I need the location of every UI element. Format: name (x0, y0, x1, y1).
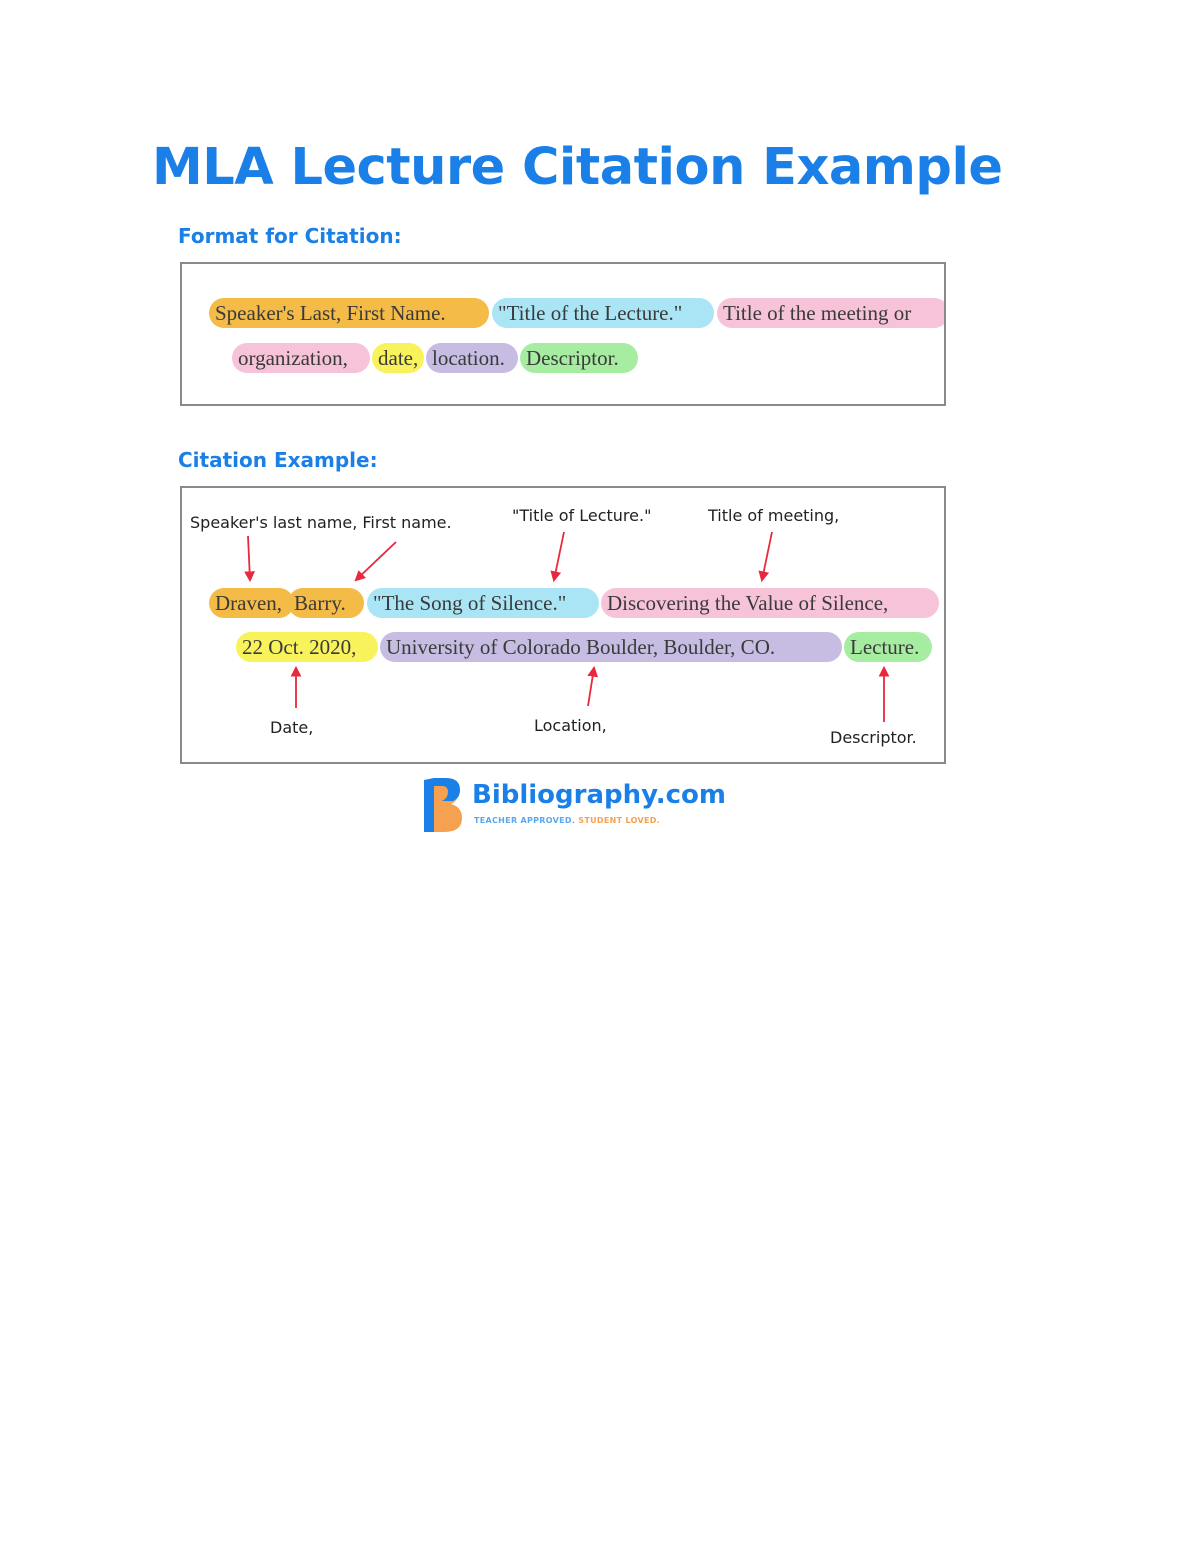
format-lecture-title-segment: "Title of the Lecture." (492, 298, 714, 328)
format-organization-segment: organization, (232, 343, 370, 373)
example-meeting-title-segment: Discovering the Value of Silence, (601, 588, 939, 618)
bibliography-logo-icon (420, 776, 466, 834)
speaker-first-name-arrow (356, 542, 396, 580)
annotation-descriptor: Descriptor. (830, 728, 917, 747)
lecture-title-arrow (554, 532, 564, 580)
location-arrow (588, 668, 594, 706)
example-heading: Citation Example: (178, 448, 378, 472)
logo-tagline-part2: STUDENT LOVED. (578, 816, 660, 825)
logo-tagline-part1: TEACHER APPROVED. (474, 816, 576, 825)
speaker-last-name-arrow (248, 536, 250, 580)
annotation-date: Date, (270, 718, 314, 737)
annotation-speaker-name: Speaker's last name, First name. (190, 513, 452, 532)
format-location-segment: location. (426, 343, 518, 373)
format-heading: Format for Citation: (178, 224, 402, 248)
example-lecture-title-segment: "The Song of Silence." (367, 588, 599, 618)
example-last-name-segment: Draven, (209, 588, 294, 618)
format-descriptor-segment: Descriptor. (520, 343, 638, 373)
example-location-segment: University of Colorado Boulder, Boulder, CO. (380, 632, 842, 662)
example-first-name-segment: Barry. (288, 588, 364, 618)
annotation-location: Location, (534, 716, 607, 735)
format-date-segment: date, (372, 343, 424, 373)
example-box (180, 486, 946, 764)
meeting-title-arrow (762, 532, 772, 580)
format-meeting-segment: Title of the meeting or (717, 298, 946, 328)
format-speaker-segment: Speaker's Last, First Name. (209, 298, 489, 328)
bibliography-logo[interactable] (420, 776, 726, 836)
page-title: MLA Lecture Citation Example (152, 138, 1003, 197)
example-descriptor-segment: Lecture. (844, 632, 932, 662)
annotation-lecture-title: "Title of Lecture." (512, 506, 652, 525)
annotation-meeting-title: Title of meeting, (708, 506, 840, 525)
logo-tagline (474, 816, 660, 825)
example-date-segment: 22 Oct. 2020, (236, 632, 378, 662)
format-box (180, 262, 946, 406)
logo-name: Bibliography.com (472, 780, 726, 810)
